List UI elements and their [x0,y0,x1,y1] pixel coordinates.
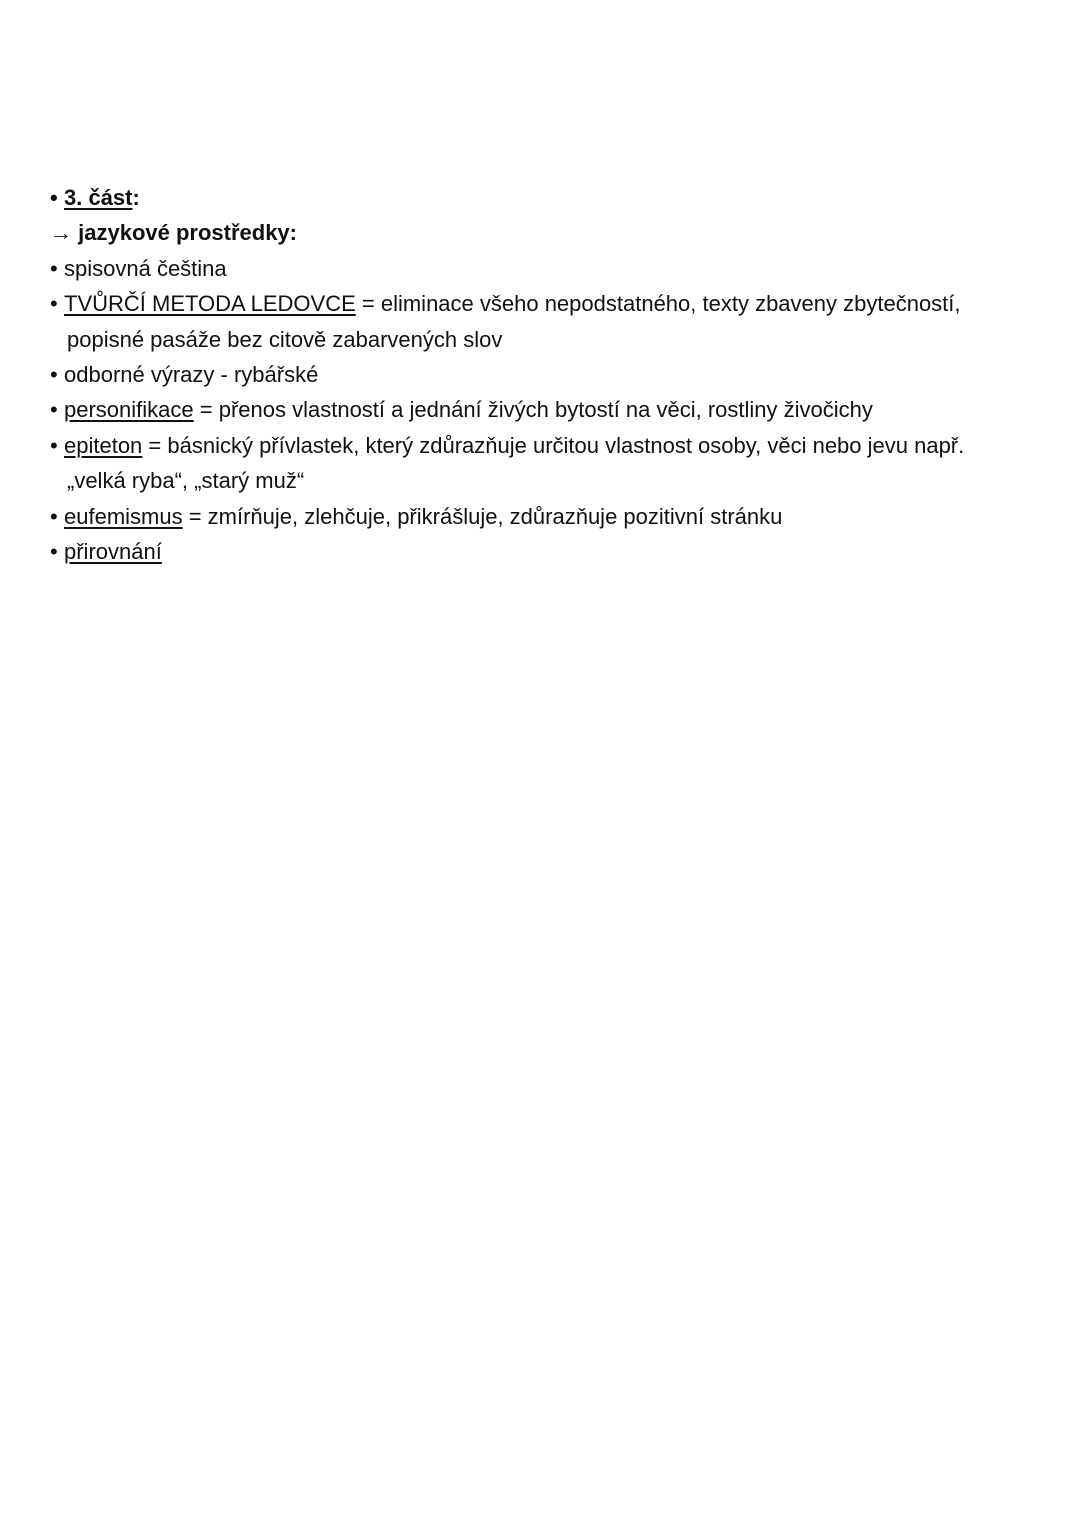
item-text: spisovná čeština [64,255,227,281]
section-heading [50,180,1040,215]
section-title: 3. část [64,185,133,210]
list-item [50,286,1040,321]
list-item-continuation: popisné pasáže bez citově zabarvených slov [67,326,503,352]
item-text: = eliminace všeho nepodstatného, texty zbaveny zbytečností, [355,291,961,317]
item-term: eufemismus [64,503,183,529]
list-item [50,392,1040,427]
subheading-text: jazykové prostředky: [78,220,297,246]
item-term: přirovnání [64,539,162,565]
list-item [50,357,1040,392]
item-term: TVŮRČÍ METODA LEDOVCE [64,291,356,317]
item-text: odborné výrazy - rybářské [64,362,319,388]
bullet: • [50,255,58,281]
bullet: • [50,503,58,529]
item-term: personifikace [64,397,194,423]
item-text: = básnický přívlastek, který zdůrazňuje určitou vlastnost osoby, věci nebo jevu např. [142,432,965,458]
list-item [50,499,1040,534]
subheading [50,215,1040,250]
bullet: • [50,291,58,317]
bullet: • [50,362,58,388]
list-item [50,428,1040,463]
bullet: • [50,397,58,423]
arrow-icon: → [50,220,72,246]
list-item [50,534,1040,569]
list-item [50,251,1040,286]
bullet: • [50,539,58,565]
list-item-continuation: „velká ryba“, „starý muž“ [67,468,305,494]
bullet: • [50,185,58,210]
notes-content [50,180,1040,569]
item-term: epiteton [64,432,143,458]
bullet: • [50,432,58,458]
item-text: = zmírňuje, zlehčuje, přikrášluje, zdůrazňuje pozitivní stránku [182,503,783,529]
item-text: = přenos vlastností a jednání živých bytostí na věci, rostliny živočichy [193,397,873,423]
section-colon: : [132,185,140,210]
